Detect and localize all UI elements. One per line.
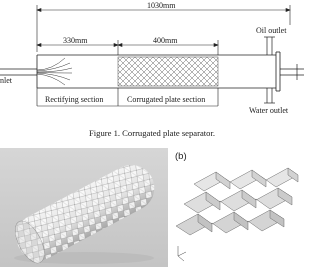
inlet-label: nlet: [0, 76, 12, 85]
corrugated-length-label: 400mm: [153, 36, 178, 45]
end-outlet-pipe: [280, 64, 304, 80]
corrugated-cylinder-render: [0, 148, 168, 267]
rectifying-length-label: 330mm: [63, 36, 88, 45]
corrugated-plates-drawing: [170, 148, 306, 267]
corrugated-section-label: Corrugated plate section: [127, 95, 206, 104]
oil-outlet-pipe: [264, 37, 275, 55]
rectifying-section-label: Rectifying section: [45, 95, 104, 104]
panel-a: [0, 148, 168, 267]
oil-outlet-label: Oil outlet: [256, 26, 287, 35]
panel-b-label: (b): [175, 151, 187, 162]
panel-b: [170, 148, 306, 267]
water-outlet-label: Water outlet: [249, 106, 289, 115]
inlet-pipe: [0, 69, 37, 75]
rectifying-flow-lines: [37, 58, 72, 85]
water-outlet-pipe: [264, 88, 275, 103]
corrugated-plate-mesh: [118, 57, 218, 86]
total-length-label: 1030mm: [147, 1, 176, 10]
figure-caption: Figure 1. Corrugated plate separator.: [89, 128, 216, 138]
axis-triad: [178, 246, 186, 261]
